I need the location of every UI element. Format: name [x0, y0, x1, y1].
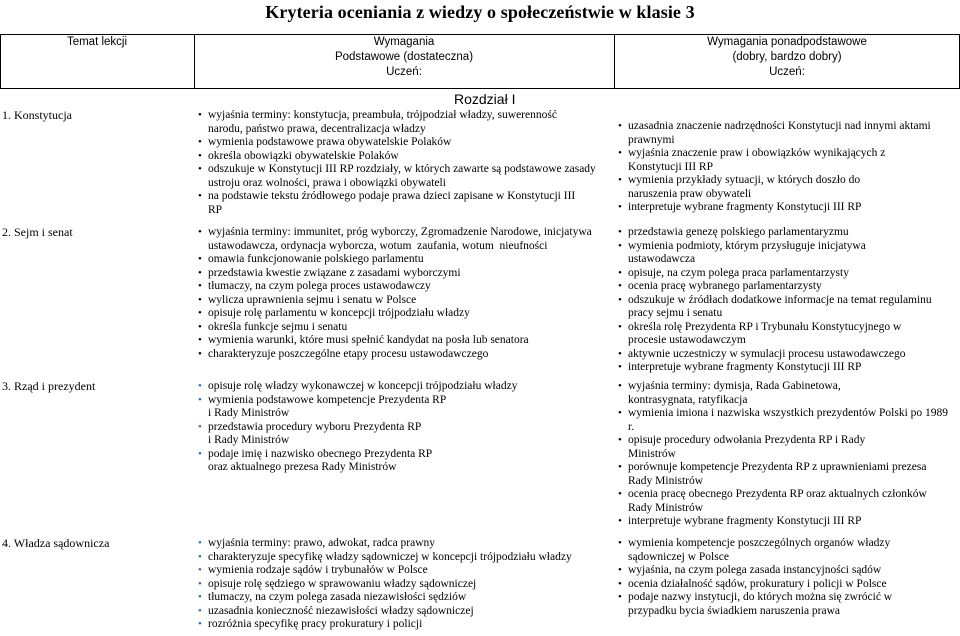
list-item: • podaje nazwy instytucji, do których można się zwrócić w przypadku bycia świadkiem naruszenia prawa — [615, 591, 892, 618]
list-item: • przedstawia procedury wyboru Prezydenta RP i Rady Ministrów — [195, 421, 517, 448]
page-title: Kryteria oceniania z wiedzy o społeczeństwie w klasie 3 — [265, 2, 695, 22]
list-item: • wymienia podstawowe prawa obywatelskie Polaków — [195, 136, 596, 150]
advanced-requirements-list — [615, 537, 892, 618]
list-item: • rozróżnia specyfikę pracy prokuratury i policji — [195, 618, 572, 632]
basic-requirements-list — [195, 226, 592, 361]
list-item: • ocenia pracę obecnego Prezydenta RP oraz aktualnych członków Rady Ministrów — [615, 488, 948, 515]
list-item: • na podstawie tekstu źródłowego podaje prawa dzieci zapisane w Konstytucji III RP — [195, 190, 596, 217]
row-topic: 4. Władza sądownicza — [2, 536, 110, 550]
list-item: • wyjaśnia terminy: immunitet, próg wyborczy, Zgromadzenie Narodowe, inicjatywa ustawodawcza, ordynacja wyborcza, wotum zaufania, wotum nieufności — [195, 226, 592, 253]
header-topic: Temat lekcji — [66, 36, 128, 48]
list-item: • aktywnie uczestniczy w symulacji procesu ustawodawczego — [615, 348, 932, 362]
list-item: • uzasadnia znaczenie nadrzędności Konstytucji nad innymi aktami prawnymi — [615, 120, 931, 147]
list-item: • wymienia kompetencje poszczególnych organów władzy sądowniczej w Polsce — [615, 537, 892, 564]
list-item: • wyjaśnia terminy: dymisja, Rada Gabinetowa, kontrasygnata, ratyfikacja — [615, 380, 948, 407]
list-item: • wyjaśnia terminy: prawo, adwokat, radca prawny — [195, 537, 572, 551]
chapter-heading: Rozdział I — [454, 91, 516, 107]
list-item: • przedstawia genezę polskiego parlamentaryzmu — [615, 226, 932, 240]
list-item: • wyjaśnia, na czym polega zasada instancyjności sądów — [615, 564, 892, 578]
list-item: • wyjaśnia terminy: konstytucja, preambuła, trójpodział władzy, suwerenność narodu, państwo prawa, decentralizacja władzy — [195, 109, 596, 136]
list-item: • wymienia podmioty, którym przysługuje inicjatywa ustawodawcza — [615, 240, 932, 267]
list-item: • interpretuje wybrane fragmenty Konstytucji III RP — [615, 201, 931, 215]
row-topic: 1. Konstytucja — [2, 108, 72, 122]
advanced-requirements-list — [615, 226, 932, 375]
list-item: • tłumaczy, na czym polega zasada niezawisłości sędziów — [195, 591, 572, 605]
list-item: • interpretuje wybrane fragmenty Konstytucji III RP — [615, 361, 932, 375]
list-item: • wyjaśnia znaczenie praw i obowiązków wynikających z Konstytucji III RP — [615, 147, 931, 174]
list-item: • wymienia imiona i nazwiska wszystkich prezydentów Polski po 1989 r. — [615, 407, 948, 434]
list-item: • charakteryzuje specyfikę władzy sądowniczej w koncepcji trójpodziału władzy — [195, 551, 572, 565]
list-item: • opisuje, na czym polega praca parlamentarzysty — [615, 267, 932, 281]
header-advanced: Wymagania ponadpodstawowe (dobry, bardzo dobry) Uczeń: — [707, 36, 867, 78]
header-bottom-border — [0, 88, 960, 89]
basic-requirements-list — [195, 537, 572, 632]
list-item: • ocenia pracę wybranego parlamentarzysty — [615, 280, 932, 294]
list-item: • ocenia działalność sądów, prokuratury i policji w Polsce — [615, 578, 892, 592]
header-basic: Wymagania Podstawowe (dostateczna) Uczeń: — [334, 36, 474, 78]
list-item: • tłumaczy, na czym polega proces ustawodawczy — [195, 280, 592, 294]
list-item: • opisuje rolę parlamentu w koncepcji trójpodziału władzy — [195, 307, 592, 321]
advanced-requirements-list — [615, 120, 931, 215]
basic-requirements-list — [195, 380, 517, 475]
advanced-requirements-list — [615, 380, 948, 529]
list-item: • wymienia przykłady sytuacji, w których doszło do naruszenia praw obywateli — [615, 174, 931, 201]
row-topic: 3. Rząd i prezydent — [2, 379, 96, 393]
list-item: • wymienia rodzaje sądów i trybunałów w Polsce — [195, 564, 572, 578]
list-item: • interpretuje wybrane fragmenty Konstytucji III RP — [615, 515, 948, 529]
list-item: • wymienia podstawowe kompetencje Prezydenta RP i Rady Ministrów — [195, 394, 517, 421]
list-item: • podaje imię i nazwisko obecnego Prezydenta RP oraz aktualnego prezesa Rady Ministrów — [195, 448, 517, 475]
list-item: • opisuje rolę sędziego w sprawowaniu władzy sądowniczej — [195, 578, 572, 592]
list-item: • omawia funkcjonowanie polskiego parlamentu — [195, 253, 592, 267]
list-item: • przedstawia kwestie związane z zasadami wyborczymi — [195, 267, 592, 281]
list-item: • wylicza uprawnienia sejmu i senatu w Polsce — [195, 294, 592, 308]
list-item: • uzasadnia konieczność niezawisłości władzy sądowniczej — [195, 605, 572, 619]
list-item: • porównuje kompetencje Prezydenta RP z uprawnieniami prezesa Rady Ministrów — [615, 461, 948, 488]
list-item: • wymienia warunki, które musi spełnić kandydat na posła lub senatora — [195, 334, 592, 348]
basic-requirements-list — [195, 109, 596, 217]
list-item: • określa funkcje sejmu i senatu — [195, 321, 592, 335]
list-item: • opisuje procedury odwołania Prezydenta RP i Rady Ministrów — [615, 434, 948, 461]
list-item: • opisuje rolę władzy wykonawczej w koncepcji trójpodziału władzy — [195, 380, 517, 394]
list-item: • charakteryzuje poszczególne etapy procesu ustawodawczego — [195, 348, 592, 362]
list-item: • odszukuje w źródłach dodatkowe informacje na temat regulaminu pracy sejmu i senatu — [615, 294, 932, 321]
list-item: • określa obowiązki obywatelskie Polaków — [195, 150, 596, 164]
row-topic: 2. Sejm i senat — [2, 225, 73, 239]
list-item: • odszukuje w Konstytucji III RP rozdziały, w których zawarte są podstawowe zasady ustroju oraz wolności, prawa i obowiązki obywateli — [195, 163, 596, 190]
list-item: • określa rolę Prezydenta RP i Trybunału Konstytucyjnego w procesie ustawodawczym — [615, 321, 932, 348]
